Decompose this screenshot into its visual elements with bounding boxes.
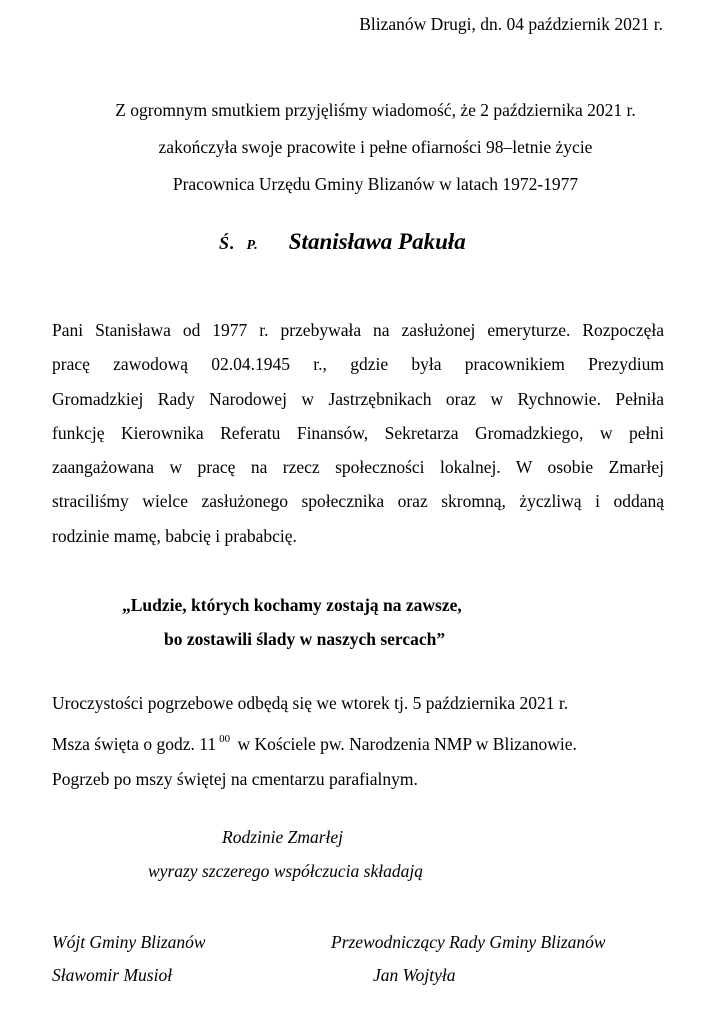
intro-paragraph: [0, 92, 727, 203]
biography-line: pracę zawodową 02.04.1945 r., gdzie była pracownikiem Prezydium: [52, 354, 664, 375]
mass-time-text: Msza święta o godz. 11: [52, 733, 217, 754]
signature-left-title: Wójt Gminy Blizanów: [52, 932, 206, 952]
sp-prefix-p: P.: [246, 238, 259, 253]
place-date: Blizanów Drugi, dn. 04 październik 2021 r.: [359, 14, 663, 34]
biography-line: straciliśmy wielce zasłużonego społecznika oraz skromną, życzliwą i oddaną: [52, 491, 664, 512]
quote-line-1: „Ludzie, których kochamy zostają na zawsze,: [122, 595, 462, 615]
signature-right-title: Przewodniczący Rady Gminy Blizanów: [331, 932, 606, 952]
intro-line-1: Z ogromnym smutkiem przyjęliśmy wiadomość, że 2 października 2021 r.: [115, 100, 636, 120]
biography-paragraph: [52, 313, 664, 553]
mass-time-minutes: 00: [219, 732, 231, 745]
signature-right: [331, 926, 606, 992]
condolence-line-2: wyrazy szczerego współczucia składają: [148, 861, 423, 881]
sp-prefix: [219, 233, 259, 253]
funeral-line-2: [52, 722, 577, 763]
biography-line: funkcję Kierownika Referatu Finansów, Sekretarza Gromadzkiego, w pełni: [52, 422, 664, 443]
biography-line: Pani Stanisława od 1977 r. przebywała na zasłużonej emeryturze. Rozpoczęła: [52, 320, 664, 340]
condolence-line-1: Rodzinie Zmarłej: [222, 827, 344, 847]
biography-line: Gromadzkiej Rady Narodowej w Jastrzębnikach oraz w Rychnowie. Pełniła: [52, 388, 664, 409]
funeral-line-1: Uroczystości pogrzebowe odbędą się we wtorek tj. 5 października 2021 r.: [52, 693, 569, 713]
funeral-info: [52, 686, 577, 798]
funeral-line-3: Pogrzeb po mszy świętej na cmentarzu parafialnym.: [52, 769, 418, 789]
intro-line-3: Pracownica Urzędu Gminy Blizanów w latach 1972-1977: [172, 174, 579, 194]
signature-right-name: Jan Wojtyła: [373, 965, 456, 985]
mass-location-text: w Kościele pw. Narodzenia NMP w Blizanowie.: [233, 733, 577, 754]
quote-block: [122, 588, 462, 656]
deceased-heading: [219, 229, 466, 255]
signature-left: [52, 926, 206, 992]
quote-line-2: bo zostawili ślady w naszych sercach”: [164, 629, 446, 649]
biography-line: rodzinie mamę, babcię i prababcię.: [52, 525, 297, 546]
intro-line-2: zakończyła swoje pracowite i pełne ofiarności 98–letnie życie: [158, 137, 593, 157]
biography-line: zaangażowana w pracę na rzecz społeczności lokalnej. W osobie Zmarłej: [52, 457, 664, 478]
signature-left-name: Sławomir Musioł: [52, 965, 173, 985]
deceased-name: Stanisława Pakuła: [288, 229, 466, 254]
sp-prefix-s: Ś.: [219, 233, 236, 253]
condolence-block: [148, 820, 423, 888]
